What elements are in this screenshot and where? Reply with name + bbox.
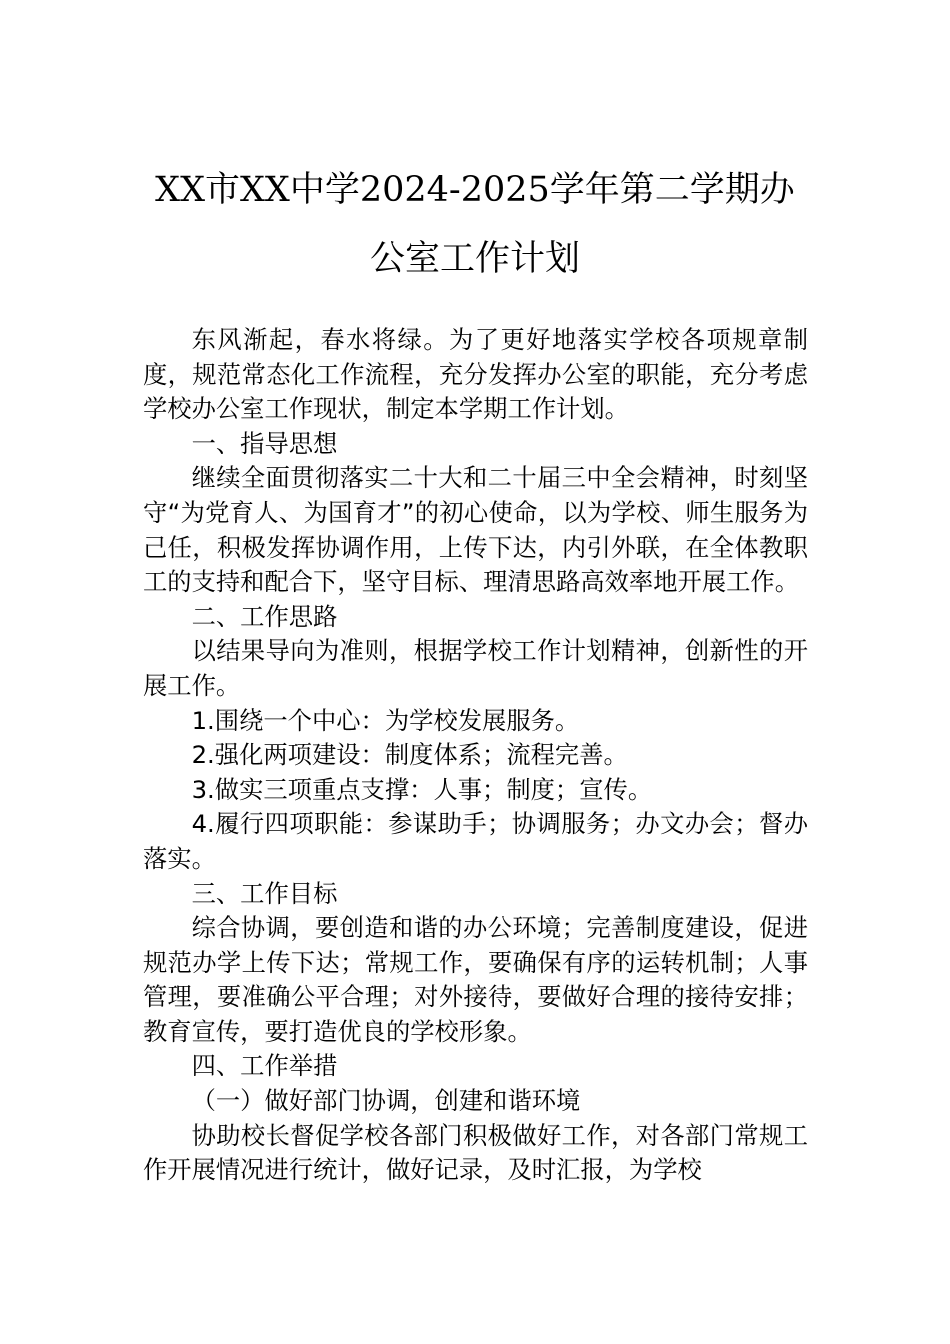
- intro-paragraph: 东风渐起，春水将绿。为了更好地落实学校各项规章制度，规范常态化工作流程，充分发挥办公室的职能，充分考虑学校办公室工作现状，制定本学期工作计划。: [143, 325, 808, 424]
- approach-item-1: 1.围绕一个中心：为学校发展服务。: [191, 705, 580, 735]
- section-heading-work-measures: 四、工作举措: [191, 1051, 338, 1081]
- document-title-line-1: XX市XX中学2024-2025学年第二学期办: [155, 170, 795, 210]
- approach-item-3: 3.做实三项重点支撑：人事；制度；宣传。: [191, 774, 653, 804]
- document-body: [143, 323, 808, 1188]
- section-heading-work-approach: 二、工作思路: [191, 601, 338, 631]
- section-heading-work-goals: 三、工作目标: [191, 878, 338, 908]
- document-title-line-2: 公室工作计划: [369, 239, 580, 279]
- work-goals-paragraph: 综合协调，要创造和谐的办公环境；完善制度建设，促进规范办学上传下达；常规工作，要确保有序的运转机制；人事管理，要准确公平合理；对外接待，要做好合理的接待安排；教育宣传，要打造优良的学校形象。: [143, 913, 808, 1046]
- work-approach-paragraph: 以结果导向为准则，根据学校工作计划精神，创新性的开展工作。: [143, 636, 808, 700]
- measures-subheading-1: （一）做好部门协调，创建和谐环境: [191, 1086, 581, 1116]
- approach-item-4: 4.履行四项职能：参谋助手；协调服务；办文办会；督办落实。: [143, 809, 808, 873]
- guiding-ideology-paragraph: 继续全面贯彻落实二十大和二十届三中全会精神，时刻坚守“为党育人、为国育才”的初心使命，以为学校、师生服务为己任，积极发挥协调作用，上传下达，内引外联，在全体教职工的支持和配合下，坚守目标、理清思路高效率地开展工作。: [143, 463, 808, 597]
- approach-item-2: 2.强化两项建设：制度体系；流程完善。: [191, 740, 628, 770]
- measures-paragraph-1: 协助校长督促学校各部门积极做好工作，对各部门常规工作开展情况进行统计，做好记录，及时汇报，为学校: [143, 1120, 808, 1185]
- section-heading-guiding-ideology: 一、指导思想: [191, 428, 338, 458]
